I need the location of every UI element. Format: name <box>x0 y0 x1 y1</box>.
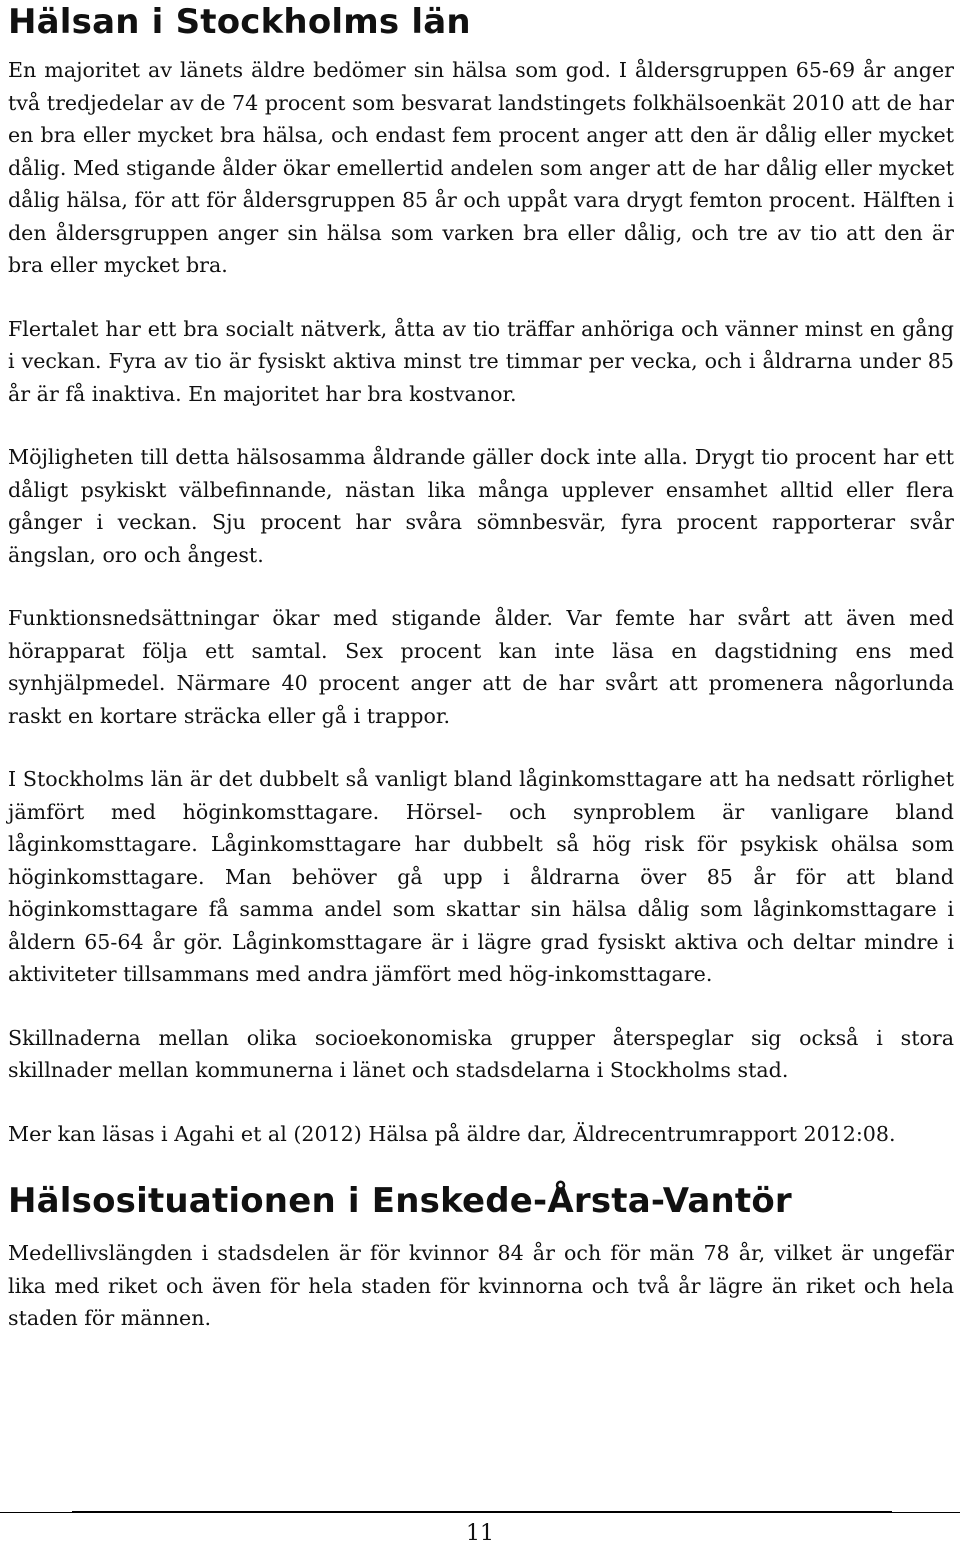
footer-divider-strong <box>72 1511 892 1513</box>
paragraph-socioeconomic-groups: Skillnaderna mellan olika socioekonomiska grupper återspeglar sig också i stora skillnader mellan kommunerna i länet och stadsdelarna i Stockholms stad. <box>8 1025 954 1082</box>
page-number: 11 <box>466 1521 494 1546</box>
paragraph-life-expectancy: Medellivslängden i stadsdelen är för kvinnor 84 år och för män 78 år, vilket är ungefär lika med riket och även för hela staden för kvinnorna och två år lägre än riket och hela staden för männen. <box>8 1241 954 1330</box>
section-heading-halsan-stockholm: Hälsan i Stockholms län <box>8 2 471 42</box>
paragraph-income-differences: I Stockholms län är det dubbelt så vanligt bland låginkomsttagare att ha nedsatt rörlighet jämfört med höginkomsttagare. Hörsel- och synproblem är vanligare bland låginkomsttagare. Låginkomsttagare har dubbelt så hög risk för psykisk ohälsa som höginkomsttagare. Man behöver gå upp i åldrarna över 85 år för att bland höginkomsttagare få samma andel som skattar sin hälsa dålig som låginkomsttagare i åldern 65-64 år gör. Låginkomsttagare är i lägre grad fysiskt aktiva och deltar mindre i aktiviteter tillsammans med andra jämfört med hög-inkomsttagare. <box>8 767 954 986</box>
paragraph-social-network: Flertalet har ett bra socialt nätverk, åtta av tio träffar anhöriga och vänner minst en gång i veckan. Fyra av tio är fysiskt aktiva minst tre timmar per vecka, och i åldrarna under 85 år är få inaktiva. En majoritet har bra kostvanor. <box>8 316 954 406</box>
paragraph-functional-impairments: Funktionsnedsättningar ökar med stigande ålder. Var femte har svårt att även med hörapparat följa ett samtal. Sex procent kan inte läsa en dagstidning ens med synhjälpmedel. Närmare 40 procent anger att de har svårt att promenera någorlunda raskt en kortare sträcka eller gå i trappor. <box>8 606 954 728</box>
section-heading-enskede-arsta-vantor: Hälsosituationen i Enskede-Årsta-Vantör <box>8 1181 792 1221</box>
paragraph-reference: Mer kan läsas i Agahi et al (2012) Hälsa på äldre dar, Äldrecentrumrapport 2012:08. <box>8 1121 896 1146</box>
paragraph-mental-wellbeing: Möjligheten till detta hälsosamma åldrande gäller dock inte alla. Drygt tio procent har ett dåligt psykiskt välbefinnande, nästan lika många upplever ensamhet alltid eller flera gånger i veckan. Sju procent har svåra sömnbesvär, fyra procent rapporterar svår ängslan, oro och ångest. <box>8 445 954 567</box>
document-page <box>8 0 954 1335</box>
paragraph-self-rated-health: En majoritet av länets äldre bedömer sin hälsa som god. I åldersgruppen 65-69 år anger två tredjedelar av de 74 procent som besvarat landstingets folkhälsoenkät 2010 att de har en bra eller mycket bra hälsa, och endast fem procent anger att den är dålig eller mycket dålig. Med stigande ålder ökar emellertid andelen som anger att de har dålig eller mycket dålig hälsa, för att för åldersgruppen 85 år och uppåt vara drygt femton procent. Hälften i den åldersgruppen anger sin hälsa som varken bra eller dålig, och tre av tio att den är bra eller mycket bra. <box>8 58 954 277</box>
